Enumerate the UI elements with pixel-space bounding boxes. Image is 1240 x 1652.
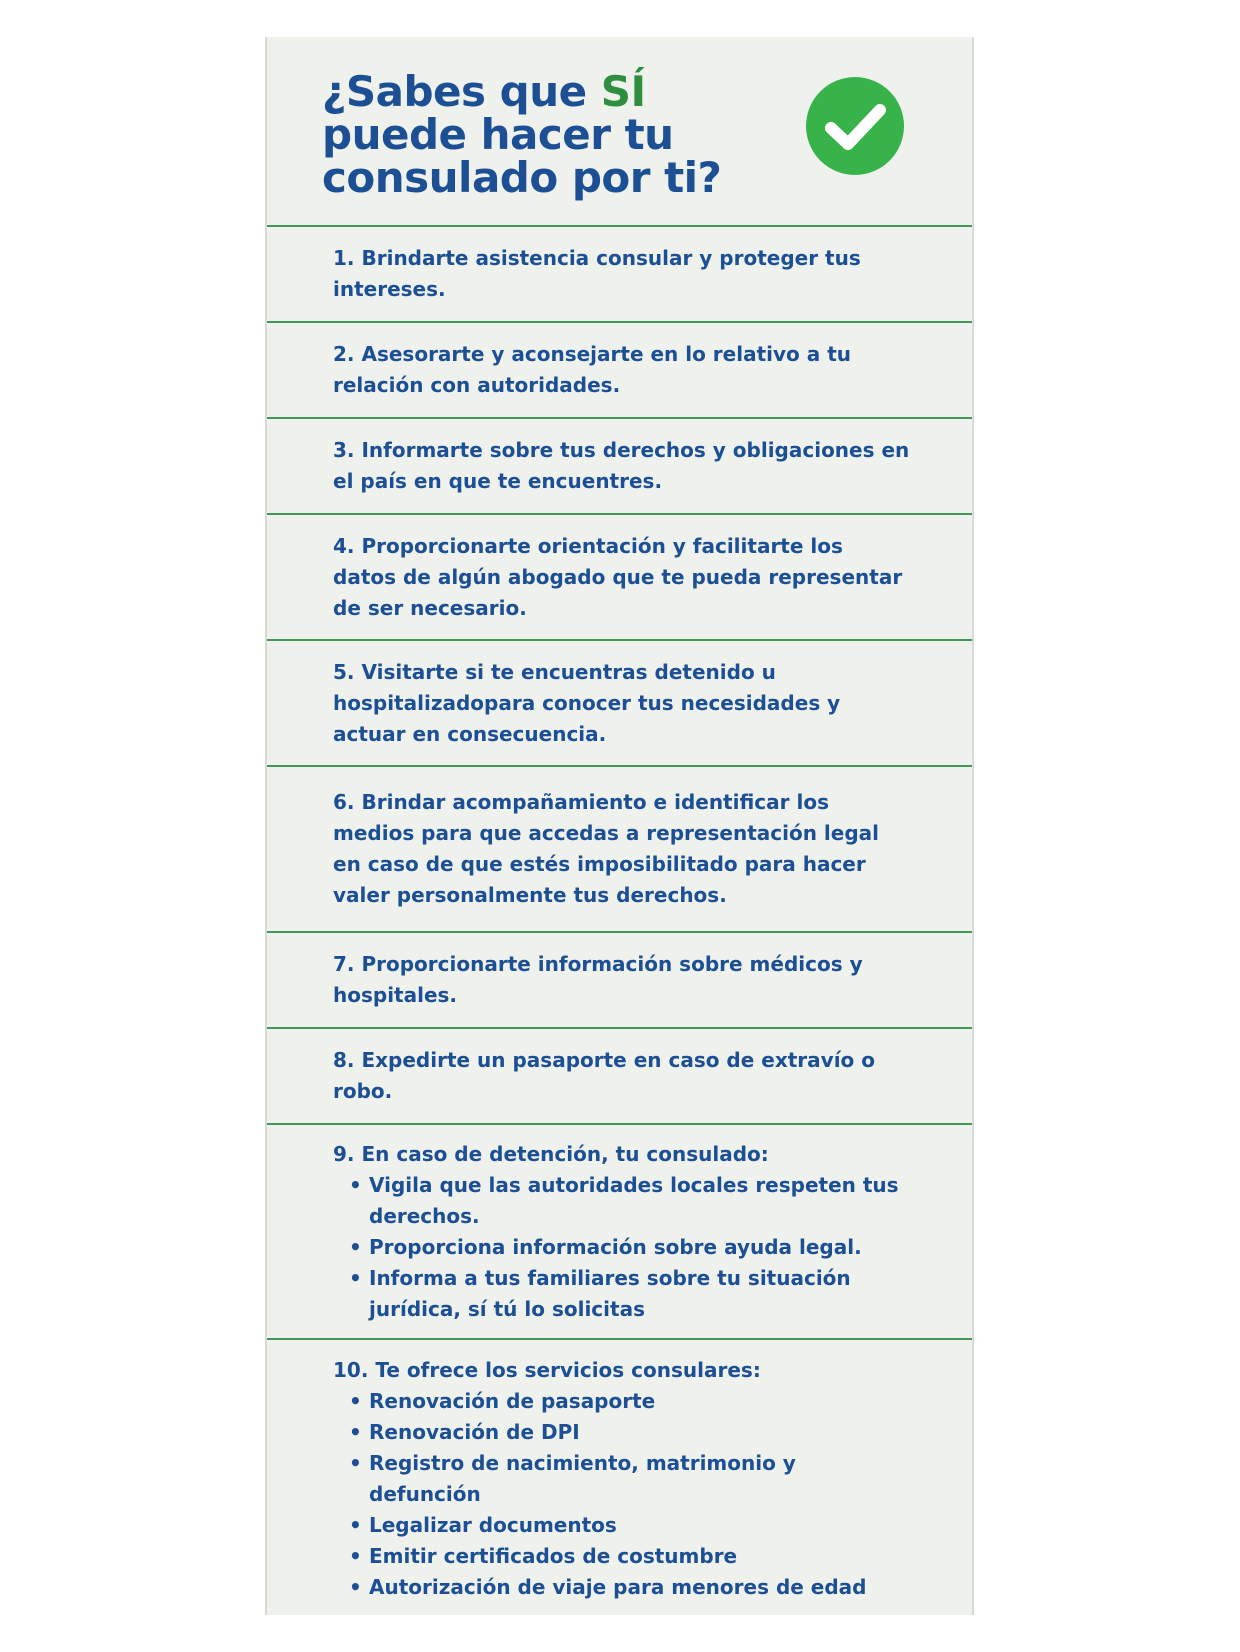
list-item-2 [267,321,972,417]
list-item-6 [267,765,972,931]
item-text: 5. Visitarte si te encuentras detenido u hospitalizadopara conocer tus necesidades y actuar en consecuencia. [333,659,841,746]
title-part-1: ¿Sabes que [322,67,601,116]
page-title [322,67,792,202]
item-text: 8. Expedirte un pasaporte en caso de extravío o robo. [333,1048,875,1103]
list-item-10 [267,1338,972,1615]
header [267,37,972,225]
item-text: 7. Proporcionarte información sobre médicos y hospitales. [333,952,863,1007]
list-item-1 [267,225,972,321]
item-text: 9. En caso de detención, tu consulado: [333,1141,769,1166]
check-circle-icon [804,75,906,177]
item-text: 4. Proporcionarte orientación y facilitarte los datos de algún abogado que te pueda representar de ser necesario. [333,533,903,620]
sub-list-item: • Vigila que las autoridades locales respeten tus derechos. [333,1170,912,1232]
sub-list [333,1386,912,1603]
list-item-8 [267,1027,972,1123]
item-text: 6. Brindar acompañamiento e identificar los medios para que accedas a representación legal en caso de que estés imposibilitado para hacer valer personalmente tus derechos. [333,790,879,907]
sub-list-item: • Autorización de viaje para menores de edad [333,1572,912,1603]
check-circle-background [806,77,904,175]
sub-list [333,1170,912,1325]
infographic-poster [265,37,974,1615]
item-text: 10. Te ofrece los servicios consulares: [333,1358,761,1382]
list-item-4 [267,513,972,639]
sub-list-item: • Registro de nacimiento, matrimonio y defunción [333,1448,912,1510]
item-text: 1. Brindarte asistencia consular y proteger tus intereses. [333,246,861,301]
list-item-9 [267,1123,972,1338]
title-part-2: puede hacer tu consulado por ti? [322,110,722,202]
list-item-5 [267,639,972,765]
sub-list-item: • Emitir certificados de costumbre [333,1541,912,1572]
sub-list-item: • Proporciona información sobre ayuda legal. [333,1232,912,1263]
sub-list-item: • Renovación de pasaporte [333,1386,912,1417]
sub-list-item: • Renovación de DPI [333,1417,912,1448]
sub-list-item: • Informa a tus familiares sobre tu situación jurídica, sí tú lo solicitas [333,1263,912,1325]
list-item-3 [267,417,972,513]
item-list [267,225,972,1615]
sub-list-item: • Legalizar documentos [333,1510,912,1541]
title-highlight: SÍ [600,67,646,116]
item-text: 2. Asesorarte y aconsejarte en lo relativo a tu relación con autoridades. [333,342,851,397]
item-text: 3. Informarte sobre tus derechos y obligaciones en el país en que te encuentres. [333,438,910,493]
list-item-7 [267,931,972,1027]
